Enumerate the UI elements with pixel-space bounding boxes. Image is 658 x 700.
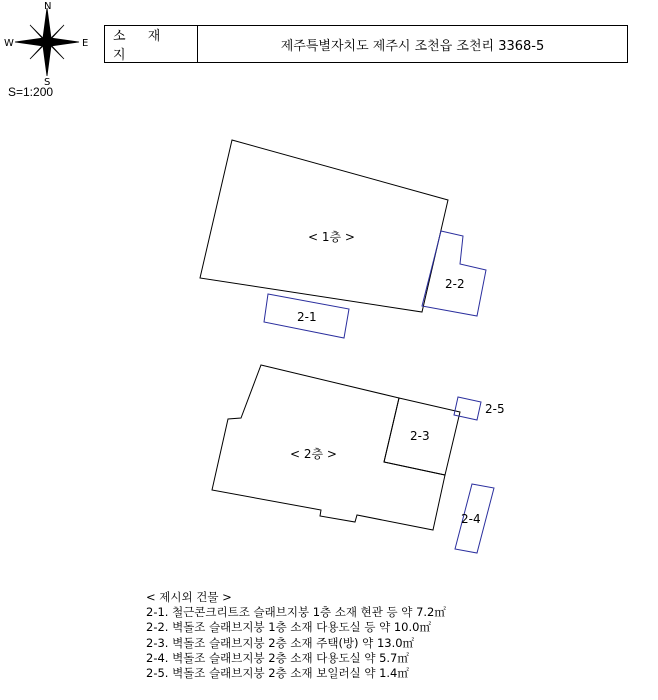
annex-2-2-label: 2-2 [445,277,465,291]
annex-2-1-label: 2-1 [297,310,317,324]
floor1-label: < 1층 > [308,230,355,244]
legend-item: 2-3. 벽돌조 슬래브지붕 2층 소재 주택(방) 약 13.0㎡ [146,635,415,650]
compass-west: W [4,38,14,49]
annex-2-5-outline [454,397,481,420]
scale-label: S=1:200 [8,85,54,99]
compass-south: S [44,77,51,88]
floor2-label: < 2층 > [290,447,337,461]
legend-item: 2-5. 벽돌조 슬래브지붕 2층 소재 보일러실 약 1.4㎡ [146,666,409,681]
annex-2-5-label: 2-5 [485,402,505,416]
annex-2-3-label: 2-3 [410,429,430,443]
legend-item: 2-2. 벽돌조 슬래브지붕 1층 소재 다용도실 등 약 10.0㎡ [146,620,431,635]
location-label: 소 재 지 [105,26,198,62]
compass-east: E [82,38,89,49]
annex-legend [146,590,446,681]
legend-item: 2-4. 벽돌조 슬래브지붕 2층 소재 다용도실 약 5.7㎡ [146,650,409,665]
compass-north: N [44,1,52,12]
annex-2-4-label: 2-4 [461,512,481,526]
legend-title: < 제시외 건물 > [146,590,232,604]
legend-item: 2-1. 철근콘크리트조 슬래브지붕 1층 소재 현관 등 약 7.2㎡ [146,605,446,620]
annex-2-2-outline [422,231,486,316]
location-value: 제주특별자치도 제주시 조천읍 조천리 3368-5 [280,38,545,54]
floor1-outline [200,140,448,312]
